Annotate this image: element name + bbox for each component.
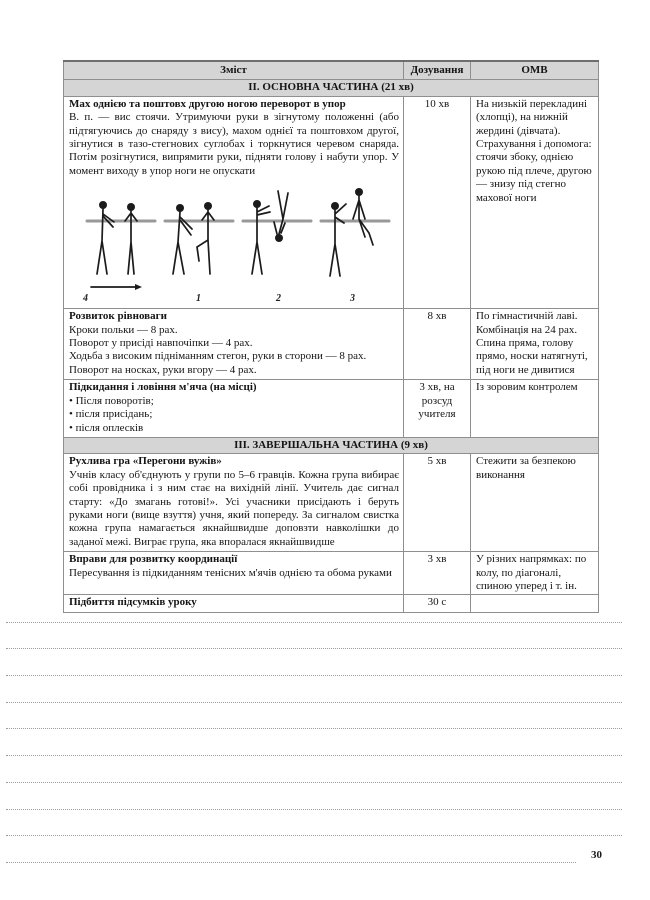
activity-line: Поворот на носках, руки вгору — 4 рах. — [69, 363, 257, 376]
dosage-cell: 8 хв — [404, 309, 471, 380]
ruled-line — [6, 703, 622, 730]
table-row — [64, 309, 599, 380]
activity-title: Мах однією та поштовх другою ногою переворот в упор — [69, 97, 346, 110]
ruled-line — [6, 836, 576, 863]
table-row — [64, 552, 599, 595]
ruled-line — [6, 649, 622, 676]
activity-title: Розвиток рівноваги — [69, 310, 167, 323]
page-number: 30 — [591, 849, 602, 861]
omv-cell: Стежити за безпекою виконання — [471, 454, 599, 552]
gymnastics-illustration — [83, 181, 391, 293]
activity-line: Поворот у присіді навпочіпки — 4 рах. — [69, 337, 253, 350]
content-cell — [64, 309, 404, 380]
section-header-row — [64, 437, 599, 453]
dosage-cell: 3 хв — [404, 552, 471, 595]
omv-cell: Із зоровим контролем — [471, 380, 599, 438]
table-row — [64, 380, 599, 438]
activity-description: Учнів класу об'єднують у групи по 5–6 гравців. Кожна група вибирає собі провідника і з ним стає на вихідній лінії. Учитель дає сигнал старту: «До змагань готові!». Усі учасники присідають і беруть руками ноги (вище взуття) учня, який попереду. За сигналом свистка кожна група намагається якнайшвидше доповзти навколішки до заданої межі. Виграє група, яка впоралася якнайшвидше — [69, 468, 399, 548]
activity-line: • після присідань; — [69, 408, 153, 421]
figure-stage-label: 2 — [276, 292, 281, 304]
activity-line: Кроки польки — 8 рах. — [69, 323, 178, 336]
dosage-cell: 5 хв — [404, 454, 471, 552]
column-header-dosage: Дозування — [404, 61, 471, 80]
content-cell — [64, 380, 404, 438]
dosage-cell: 30 с — [404, 595, 471, 612]
ruled-line — [6, 623, 622, 650]
activity-line: • Після поворотів; — [69, 394, 154, 407]
ruled-line — [6, 783, 622, 810]
table-header-row — [64, 61, 599, 80]
activity-title: Рухлива гра «Перегони вужів» — [69, 455, 222, 468]
section-header: ІІІ. ЗАВЕРШАЛЬНА ЧАСТИНА (9 хв) — [64, 437, 599, 453]
ruled-line — [6, 729, 622, 756]
table-row — [64, 454, 599, 552]
column-header-content: Зміст — [64, 61, 404, 80]
table-row — [64, 96, 599, 308]
figure-stage-label: 1 — [196, 292, 201, 304]
section-header-row — [64, 80, 599, 96]
content-cell — [64, 96, 404, 308]
ruled-line — [6, 810, 622, 837]
column-header-omv: ОМВ — [471, 61, 599, 80]
ruled-line — [6, 756, 622, 783]
activity-title: Підбиття підсумків уроку — [69, 596, 197, 609]
lesson-plan-table — [63, 60, 599, 613]
activity-description: Пересування із підкиданням тенісних м'ячів однією та обома руками — [69, 566, 392, 579]
omv-cell: У різних напрямках: по колу, по діагоналі, спиною уперед і т. ін. — [471, 552, 599, 595]
activity-title: Вправи для розвитку координації — [69, 553, 238, 566]
activity-title: Підкидання і ловіння м'яча (на місці) — [69, 381, 257, 394]
omv-cell: По гімнастичній лаві. Комбінація на 24 рах. Спина пряма, голову прямо, носки натягнуті, під ноги не дивитися — [471, 309, 599, 380]
activity-line: • після оплесків — [69, 421, 144, 434]
exercise-figure — [83, 181, 391, 305]
content-cell — [64, 454, 404, 552]
content-cell — [64, 552, 404, 595]
dosage-cell: 10 хв — [404, 96, 471, 308]
ruled-line — [6, 676, 622, 703]
ruled-line — [6, 596, 622, 623]
omv-cell: На низькій перекладині (хлопці), на нижній жердині (дівчата). Страхування і допомога: стоячи збоку, однією рукою під плече, другою — знизу під стегно махової ноги — [471, 96, 599, 308]
ruled-writing-lines — [6, 596, 622, 863]
activity-line: Ходьба з високим підніманням стегон, руки в сторони — 8 рах. — [69, 350, 367, 363]
figure-stage-label: 3 — [350, 292, 355, 304]
figure-stage-label: 4 — [83, 292, 88, 304]
activity-description: В. п. — вис стоячи. Утримуючи руки в зігнутому положенні (або підтягуючись до снаряду з вису), махом однієї та поштовхом другої, зігнутися в тазо-стегнових суглобах і торкнутися черевом снаряда. Потім розігнутися, випрямити руки, підняти голову і набути упор. У момент виходу в упор ноги не опускати — [69, 111, 399, 177]
dosage-cell: 3 хв, на розсуд учителя — [404, 380, 471, 438]
section-header: ІІ. ОСНОВНА ЧАСТИНА (21 хв) — [64, 80, 599, 96]
